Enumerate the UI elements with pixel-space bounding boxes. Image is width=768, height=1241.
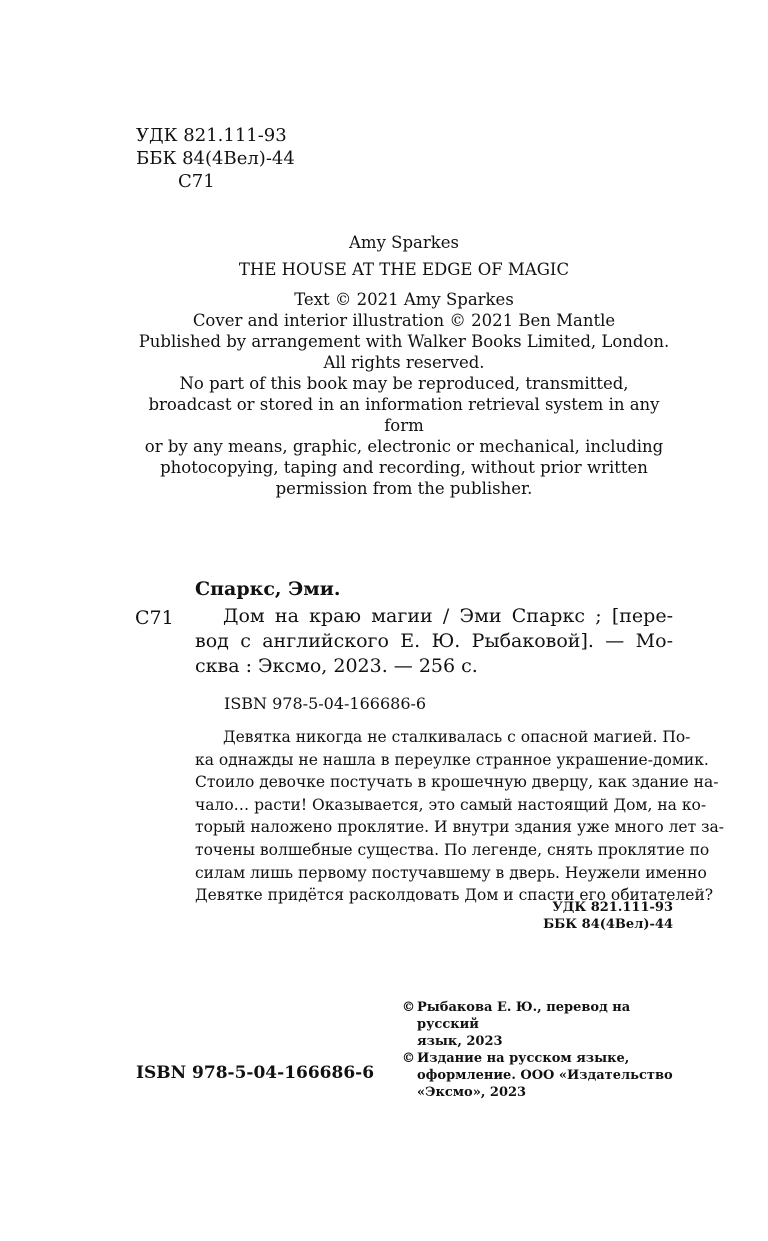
annotation-codes xyxy=(543,899,673,933)
annotation-line: Стоило девочке постучать в крошечную дверцу, как здание на- xyxy=(195,773,719,792)
copyright-line: No part of this book may be reproduced, transmitted, xyxy=(179,374,629,393)
copyright-note-edition: © Издание на русском языке, оформление. ООО «Издательство «Эксмо», 2023 xyxy=(402,1051,673,1100)
copyright-block xyxy=(130,232,678,499)
copyright-line: Text © 2021 Amy Sparkes xyxy=(294,290,514,309)
record-isbn: ISBN 978-5-04-166686-6 xyxy=(224,694,427,713)
annotation-bbk: ББК 84(4Вел)-44 xyxy=(543,917,673,932)
copyright-line: All rights reserved. xyxy=(323,353,485,372)
annotation-line: точены волшебные существа. По легенде, снять проклятие по xyxy=(195,840,710,859)
copyright-line: or by any means, graphic, electronic or mechanical, including xyxy=(144,437,664,456)
annotation-line: Девятке придётся расколдовать Дом и спасти его обитателей? xyxy=(195,886,714,905)
author-mark: С71 xyxy=(178,171,215,192)
original-author: Amy Sparkes xyxy=(349,233,459,252)
record-author: Спаркс, Эми. xyxy=(195,578,341,600)
annotation-line: торый наложено проклятие. И внутри здания уже много лет за- xyxy=(195,818,725,837)
record-mark: С71 xyxy=(135,607,174,629)
annotation-line: силам лишь первому постучавшему в дверь. Неужели именно xyxy=(195,863,707,882)
copyright-symbol: © xyxy=(402,1000,415,1015)
bottom-isbn: ISBN 978-5-04-166686-6 xyxy=(136,1063,375,1083)
udk-code: УДК 821.111-93 xyxy=(136,125,287,146)
record-line: Дом на краю магии / Эми Спаркс ; [пере- xyxy=(223,605,673,627)
copyright-symbol: © xyxy=(402,1051,415,1066)
record-description xyxy=(195,604,673,679)
annotation-paragraph xyxy=(195,726,725,907)
copyright-notes xyxy=(402,999,674,1101)
record-line: вод с английского Е. Ю. Рыбаковой]. — Мо- xyxy=(195,630,673,652)
annotation-line: Девятка никогда не сталкивалась с опасной магией. По- xyxy=(223,728,691,746)
annotation-line: чало… расти! Оказывается, это самый настоящий Дом, на ко- xyxy=(195,795,707,814)
copyright-line: Cover and interior illustration © 2021 Ben Mantle xyxy=(192,311,616,330)
classification-codes xyxy=(136,124,295,193)
original-title: THE HOUSE AT THE EDGE OF MAGIC xyxy=(238,260,570,279)
copyright-line: Published by arrangement with Walker Books Limited, London. xyxy=(138,332,670,351)
record-line: сква : Эксмо, 2023. — 256 с. xyxy=(195,655,478,677)
annotation-line: ка однажды не нашла в переулке странное украшение-домик. xyxy=(195,750,709,769)
copyright-note-translation: © Рыбакова Е. Ю., перевод на русский язык, 2023 xyxy=(402,1000,631,1049)
copyright-line: broadcast or stored in an information retrieval system in any form xyxy=(148,395,660,435)
copyright-line: permission from the publisher. xyxy=(275,479,533,498)
copyright-line: photocopying, taping and recording, without prior written xyxy=(160,458,648,477)
annotation-udk: УДК 821.111-93 xyxy=(552,900,673,915)
bbk-code: ББК 84(4Вел)-44 xyxy=(136,148,295,169)
